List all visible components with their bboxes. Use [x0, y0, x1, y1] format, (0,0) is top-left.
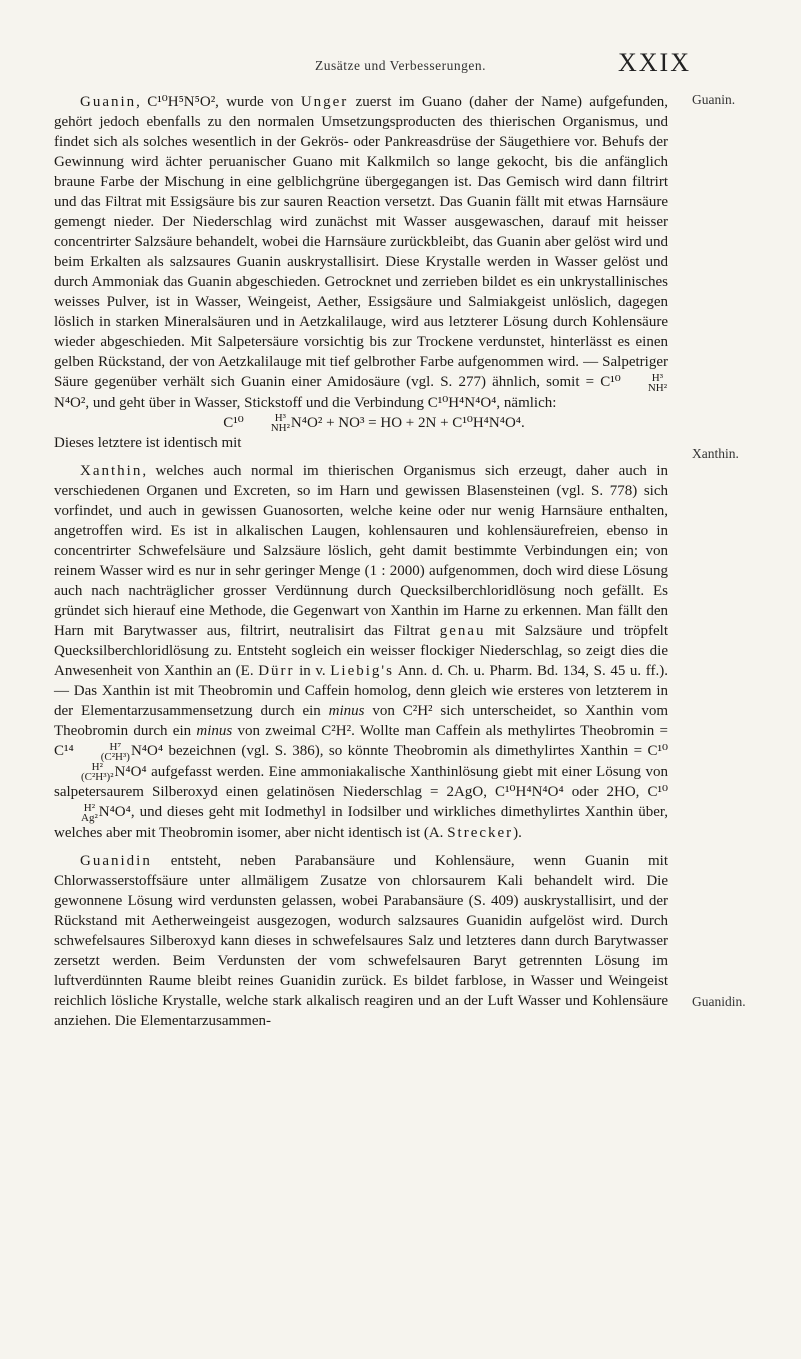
- paragraph-xanthin: [54, 461, 668, 843]
- stacked-top: H³: [651, 371, 664, 384]
- stacked-subscript: [55, 762, 114, 782]
- body-text: [54, 92, 668, 1031]
- xanthin-text-8: N⁴O⁴ aufgefasst werden. Eine ammoniakalische Xanthinlösung giebt mit einer Lösung von salpetersaurem Silberoxyd einen gelatinösen Niederschlag = 2AgO, C¹⁰H⁴N⁴O⁴ oder 2HO, C¹⁰: [54, 763, 668, 801]
- paragraph-guanin: [54, 92, 668, 413]
- italic-minus: minus: [196, 723, 233, 740]
- running-header: Zusätze und Verbesserungen.: [314, 58, 487, 73]
- xanthin-text-1: , welches auch normal im thierischen Organismus sich erzeugt, daher auch in verschiedenen Organen und Excreten, so im Harn und gewissen Blasensteinen (vgl. S. 778) sich vorfindet, und auch in gewissen Guanosorten, welche keine oder nur wenig Harnsäure enthalten, angetroffen wird. Es ist in alkalischen Laugen, kohlensauren und kohlensäurefreien, ebenso in concentrirter Schwefelsäure und Salzsäure löslich, geht damit bestimmte Verbindungen ein; von reinem Wasser wird es nur in sehr geringer Menge (1 : 2000) aufgenommen, doch wird diese Lösung auch nach nachträglicher grosser Verdünnung durch Quecksilberchloridlösung noch gefällt. Es gründet sich hierauf eine Methode, die Gegenwart von Xanthin im Harne zu erkennen. Man fällt den Harn mit Barytwasser aus, filtrirt, neutralisirt das Filtrat: [54, 463, 668, 640]
- xanthin-text-2: mit Salzsäure und tröpfelt Quecksilberchloridlösung zu. Entsteht sogleich ein weisser flockiger Niederschlag, so zeigt dies die Anwesenheit von Xanthin an (E.: [54, 623, 668, 680]
- author-liebig: Liebig's: [330, 663, 394, 680]
- xanthin-text-9: N⁴O⁴, und dieses geht mit Iodmethyl in Iodsilber und wirkliches dimethylirtes Xanthin über, welches aber mit Theobromin isomer, aber nicht identisch ist (A.: [54, 804, 668, 841]
- stacked-subscript: [622, 373, 667, 393]
- guanidin-text-1: entsteht, neben Parabansäure und Kohlensäure, wenn Guanin mit Chlorwasserstoffsäure unter allmäligem Zusatze von chlorsaurem Kali behandelt wird. Die gewonnene Lösung wird verdunsten gelassen, wobei Parabansäure (S. 409) auskrystallisirt, und der Rückstand mit Aetherweingeist ausgezogen, wodurch salzsaures Guanidin aufgelöst wird. Durch schwefelsaures Silberoxyd kann dieses in schwefelsaures Salz und letzteres dann durch Barytwasser zersetzt werden. Beim Verdunsten der vom schwefelsauren Baryt getrennten Lösung im luftverdünnten Raume bleibt reines Guanidin zurück. Es bildet farblose, in Wasser und Weingeist reichlich lösliche Krystalle, welche stark alkalisch reagiren und an der Luft Wasser und Kohlensäure anziehen. Die Elementarzusammen-: [54, 852, 668, 1029]
- xanthin-text-7: N⁴O⁴ bezeichnen (vgl. S. 386), so könnte Theobromin als dimethylirtes Xanthin = C¹⁰: [130, 743, 668, 760]
- stacked-bottom: (C²H³): [100, 750, 130, 763]
- guanin-text-3: N⁴O², und geht über in Wasser, Stickstoff und die Verbindung C¹⁰H⁴N⁴O⁴, nämlich:: [54, 394, 557, 411]
- guanin-text-2: zuerst im Guano (daher der Name) aufgefunden, gehört jedoch ebenfalls zu den normalen Umsetzungsproducten des thierischen Organismus, und findet sich als solches wesentlich in der Gekrös- oder Pankreasdrüse der Säugethiere vor. Behufs der Gewinnung wird ächter peruanischer Guano mit Kalkmilch so lange gekocht, bis die anfänglich braune Farbe der Mischung in eine gelblichgrüne übergegangen ist. Das Gemisch wird dann filtrirt und das Filtrat mit Essigsäure bis zur sauren Reaction versetzt. Das Guanin fällt mit etwas Harnsäure gemengt nieder. Der Niederschlag wird zunächst mit Wasser ausgewaschen, darauf mit heisser concentrirter Salzsäure behandelt, wobei die Harnsäure zurückbleibt, das Guanin aber gelöst wird und beim Erkalten als salzsaures Guanin auskrystallisirt. Diese Krystalle werden in Wasser gelöst und durch Ammoniak das Guanin abgeschieden. Getrocknet und zerrieben bildet es ein unkrystallinisches weisses Pulver, ist in Wasser, Weingeist, Aether, Essigsäure und Salmiakgeist unlöslich, dagegen löslich in starken Mineralsäuren und in Aetzkalilauge, wird aus letzterer Lösung durch Kohlensäure wieder abgeschieden. Mit Salpetersäure vorsichtig bis zur Trockene verdunstet, hinterlässt es einen gelben Rückstand, der von Aetzkalilauge mit tief gelbrother Farbe aufgenommen wird. — Salpetriger Säure gegenüber verhält sich Guanin einer Amidosäure (vgl. S. 277) ähnlich, somit = C¹⁰: [54, 94, 668, 390]
- margin-note-xanthin: Xanthin.: [692, 446, 739, 461]
- xanthin-text-4: Ann. d. Ch. u. Pharm. Bd. 134, S. 45 u. ff.). — Das Xanthin ist mit Theobromin und Caffein homolog, denn gleich wie ersteres von letzterem in der Elementarzusammensetzung durch ein: [54, 663, 668, 720]
- xanthin-text-5: von C²H² sich unterscheidet, so Xanthin vom Theobromin durch ein: [54, 703, 668, 740]
- term-guanin: Guanin: [80, 94, 137, 110]
- term-guanidin: Guanidin: [80, 852, 152, 869]
- stacked-bottom: NH²: [647, 381, 667, 394]
- stacked-bottom: (C²H³)²: [81, 771, 114, 784]
- formula-part-1: C¹⁰: [223, 414, 244, 431]
- reaction-formula: [54, 413, 668, 434]
- emphasis-genau: genau: [439, 623, 486, 640]
- stacked-bottom: Ag²: [81, 811, 98, 824]
- italic-minus: minus: [328, 703, 365, 720]
- stacked-bottom: NH²: [270, 422, 290, 435]
- guanin-text-1: , C¹⁰H⁵N⁵O², wurde von: [136, 94, 301, 110]
- term-xanthin: Xanthin: [80, 463, 143, 480]
- stacked-top: H²: [83, 801, 95, 814]
- author-strecker: Strecker: [447, 824, 514, 841]
- author-duerr: Dürr: [258, 663, 295, 680]
- xanthin-text-10: ).: [513, 824, 522, 841]
- margin-note-guanidin: Guanidin.: [692, 994, 746, 1009]
- stacked-subscript: [75, 742, 130, 762]
- author-unger: Unger: [300, 94, 349, 110]
- stacked-subscript: [55, 803, 98, 823]
- page-number: XXIX: [618, 48, 691, 77]
- paragraph-guanidin: [54, 851, 668, 1031]
- stacked-top: H³: [274, 412, 286, 425]
- xanthin-text-6: von zweimal C²H². Wollte man Caffein als methylirtes Theobromin = C¹⁴: [54, 723, 668, 760]
- stacked-top: H²: [91, 761, 103, 774]
- xanthin-text-3: in v.: [294, 663, 331, 680]
- formula-part-2: N⁴O² + NO³ = HO + 2N + C¹⁰H⁴N⁴O⁴.: [290, 414, 525, 431]
- stacked-top: H⁷: [109, 740, 122, 753]
- margin-note-guanin: Guanin.: [692, 92, 736, 107]
- stacked-subscript: [245, 413, 290, 433]
- identity-line: Dieses letztere ist identisch mit: [54, 435, 242, 452]
